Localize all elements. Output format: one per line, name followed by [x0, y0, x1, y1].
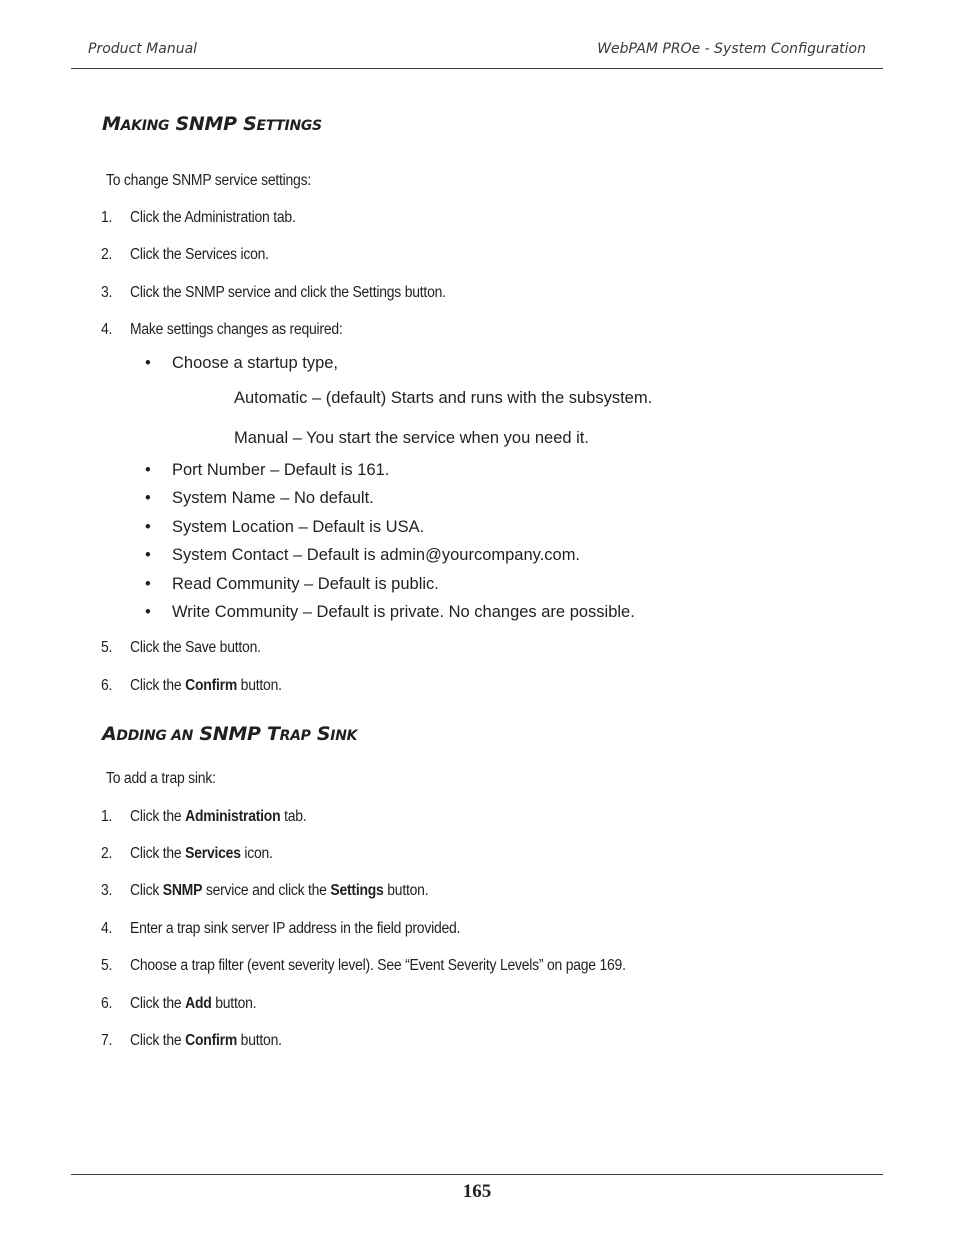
- bullet-text: System Location – Default is USA.: [172, 518, 425, 536]
- running-header-left: Product Manual: [88, 41, 198, 57]
- bullet-text: System Contact – Default is admin@yourcompany.com.: [172, 546, 581, 564]
- bullet-icon: •: [145, 518, 151, 536]
- bullet-text: Write Community – Default is private. No changes are possible.: [172, 603, 635, 621]
- step-text: Make settings changes as required:: [130, 321, 343, 338]
- step-number: 5.: [101, 957, 113, 974]
- step-number: 4.: [101, 321, 113, 338]
- section-heading-adding-snmp-trap-sink: ADDING AN SNMP TRAP SINK: [102, 723, 358, 745]
- step-text: Click the Confirm button.: [130, 677, 282, 694]
- step-text: Choose a trap filter (event severity level). See “Event Severity Levels” on page 169.: [130, 957, 626, 974]
- step-text: Enter a trap sink server IP address in the field provided.: [130, 920, 461, 937]
- bullet-text: System Name – No default.: [172, 489, 374, 507]
- step-text: Click the Save button.: [130, 639, 261, 656]
- step-text: Click the Administration tab.: [130, 209, 296, 226]
- bullet-text: Port Number – Default is 161.: [172, 461, 390, 479]
- step-number: 6.: [101, 995, 113, 1012]
- intro-text: To add a trap sink:: [106, 770, 216, 787]
- step-text: Click the Confirm button.: [130, 1032, 282, 1049]
- bullet-icon: •: [145, 489, 151, 507]
- step-text: Click SNMP service and click the Settings button.: [130, 882, 429, 899]
- step-number: 6.: [101, 677, 113, 694]
- step-number: 7.: [101, 1032, 113, 1049]
- running-header-right: WebPAM PROe - System Configuration: [597, 41, 866, 57]
- intro-text: To change SNMP service settings:: [106, 172, 312, 189]
- bullet-icon: •: [145, 354, 151, 372]
- step-text: Click the Add button.: [130, 995, 257, 1012]
- section-heading-making-snmp-settings: MAKING SNMP SETTINGS: [102, 113, 322, 135]
- bullet-icon: •: [145, 461, 151, 479]
- step-text: Click the SNMP service and click the Settings button.: [130, 284, 446, 301]
- step-number: 3.: [101, 284, 113, 301]
- step-number: 1.: [101, 808, 113, 825]
- startup-option-automatic: Automatic – (default) Starts and runs with the subsystem.: [234, 389, 653, 407]
- header-rule: [71, 68, 883, 69]
- step-text: Click the Services icon.: [130, 845, 273, 862]
- bullet-icon: •: [145, 575, 151, 593]
- step-text: Click the Administration tab.: [130, 808, 307, 825]
- page-number: 165: [462, 1181, 492, 1202]
- bullet-text: Read Community – Default is public.: [172, 575, 439, 593]
- footer-rule: [71, 1174, 883, 1175]
- bullet-icon: •: [145, 546, 151, 564]
- startup-option-manual: Manual – You start the service when you need it.: [234, 429, 589, 447]
- step-number: 5.: [101, 639, 113, 656]
- bullet-text: Choose a startup type,: [172, 354, 339, 372]
- step-text: Click the Services icon.: [130, 246, 269, 263]
- step-number: 4.: [101, 920, 113, 937]
- step-number: 1.: [101, 209, 113, 226]
- bullet-icon: •: [145, 603, 151, 621]
- step-number: 2.: [101, 246, 113, 263]
- step-number: 2.: [101, 845, 113, 862]
- step-number: 3.: [101, 882, 113, 899]
